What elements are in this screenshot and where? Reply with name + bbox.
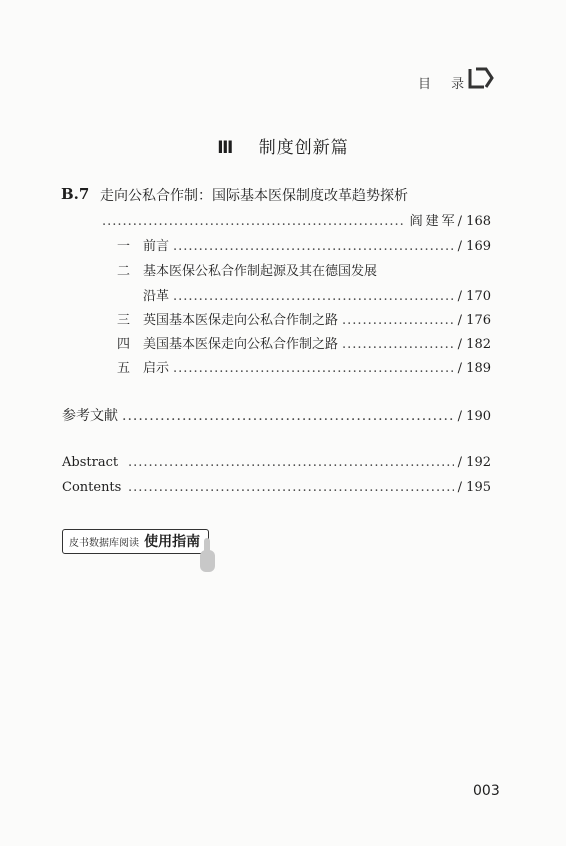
chapter-author: 阎建军 — [409, 214, 458, 229]
database-guide-tag[interactable] — [62, 529, 209, 554]
page-number: 003 — [473, 783, 500, 799]
toc-item-page: / 170 — [457, 289, 491, 304]
toc-item[interactable] — [117, 333, 491, 352]
section-heading — [0, 133, 566, 158]
toc-item-index: 二 — [117, 264, 131, 279]
references-title: 参考文献 — [62, 408, 118, 424]
toc-item-title: 美国基本医保走向公私合作制之路 — [143, 337, 339, 352]
chapter-title: 走向公私合作制：国际基本医保制度改革趋势探析 — [100, 188, 408, 204]
toc-item[interactable] — [117, 309, 491, 328]
abstract-title: Abstract — [62, 455, 119, 470]
toc-item-title-cont: 沿革 — [143, 289, 170, 304]
toc-item-page: / 169 — [457, 239, 491, 254]
contents-title: Contents — [62, 480, 122, 495]
contents-entry[interactable] — [62, 480, 491, 495]
toc-item-page: / 176 — [457, 313, 491, 328]
toc-item-continued[interactable] — [143, 285, 491, 304]
toc-item-index: 四 — [117, 337, 131, 352]
toc-item[interactable] — [117, 357, 491, 376]
toc-item-page: / 189 — [457, 361, 491, 376]
chapter-number: B.7 — [61, 185, 90, 203]
section-title: 制度创新篇 — [258, 138, 349, 158]
toc-item[interactable] — [117, 260, 491, 279]
running-header: 目 录 — [418, 77, 473, 92]
toc-item-index: 一 — [117, 239, 131, 254]
contents-page: / 195 — [457, 480, 491, 495]
toc-item-title: 基本医保公私合作制起源及其在德国发展 — [143, 264, 378, 279]
toc-item-page: / 182 — [457, 337, 491, 352]
toc-item-index: 三 — [117, 313, 131, 328]
section-numeral: Ⅲ — [217, 138, 235, 158]
chapter-page: / 168 — [457, 214, 491, 229]
toc-item-index: 五 — [117, 361, 131, 376]
abstract-page: / 192 — [457, 455, 491, 470]
toc-item[interactable] — [117, 235, 491, 254]
guide-tag-title: 使用指南 — [144, 534, 201, 550]
references-entry[interactable] — [62, 405, 491, 425]
chapter-entry[interactable] — [102, 210, 491, 229]
references-page: / 190 — [457, 409, 491, 424]
toc-item-title: 启示 — [143, 361, 170, 376]
pointing-hand-icon — [197, 536, 217, 574]
toc-item-title: 英国基本医保走向公私合作制之路 — [143, 313, 339, 328]
bracket-arrow-icon — [466, 64, 494, 92]
guide-tag-prefix: 皮书数据库阅读 — [69, 538, 139, 549]
abstract-entry[interactable] — [62, 455, 491, 470]
toc-item-title: 前言 — [143, 239, 170, 254]
